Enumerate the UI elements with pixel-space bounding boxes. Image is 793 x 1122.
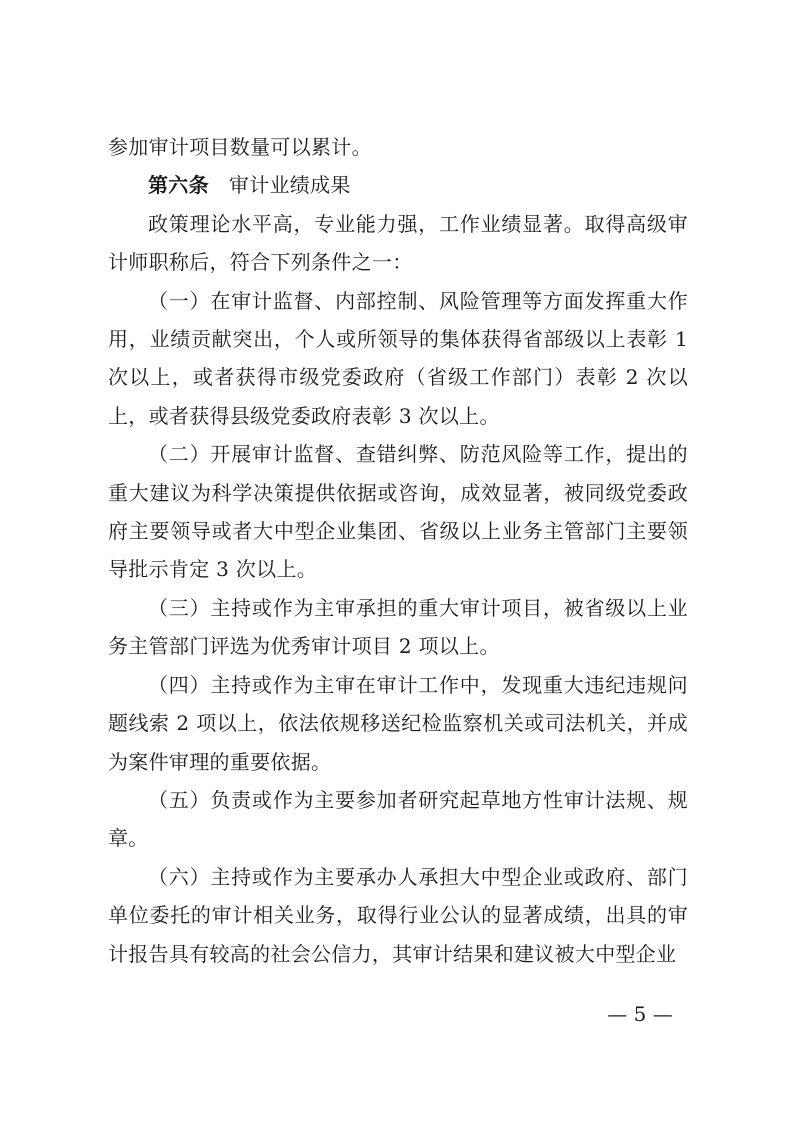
list-item: （二）开展审计监督、查错纠弊、防范风险等工作，提出的重大建议为科学决策提供依据或咨询，成效显著，被同级党委政府主要领导或者大中型企业集团、省级以上业务主管部门主要领导批示肯定 3 次以上。 [108,442,688,582]
intro-paragraph: 政策理论水平高，专业能力强，工作业绩显著。取得高级审计师职称后，符合下列条件之一： [108,211,688,275]
article-title: 审计业绩成果 [228,173,351,198]
list-item: （五）负责或作为主要参加者研究起草地方性审计法规、规章。 [108,787,688,851]
list-item: （四）主持或作为主审在审计工作中，发现重大违纪违规问题线索 2 项以上，依法依规移送纪检监察机关或司法机关，并成为案件审理的重要依据。 [108,672,688,774]
article-heading [108,166,688,204]
list-item: （三）主持或作为主审承担的重大审计项目，被省级以上业务主管部门评选为优秀审计项目 2 项以上。 [108,595,688,659]
article-number: 第六条 [148,173,209,198]
continuation-paragraph: 参加审计项目数量可以累计。 [108,135,372,159]
list-item: （六）主持或作为主要承办人承担大中型企业或政府、部门单位委托的审计相关业务，取得行业公认的显著成绩，出具的审计报告具有较高的社会公信力，其审计结果和建议被大中型企业 [108,864,688,966]
page-number: — 5 — [607,1002,673,1026]
document-body [108,128,688,973]
list-item: （一）在审计监督、内部控制、风险管理等方面发挥重大作用，业绩贡献突出，个人或所领导的集体获得省部级以上表彰 1次以上，或者获得市级党委政府（省级工作部门）表彰 2 次以上，或者获得县级党委政府表彰 3 次以上。 [108,288,688,428]
